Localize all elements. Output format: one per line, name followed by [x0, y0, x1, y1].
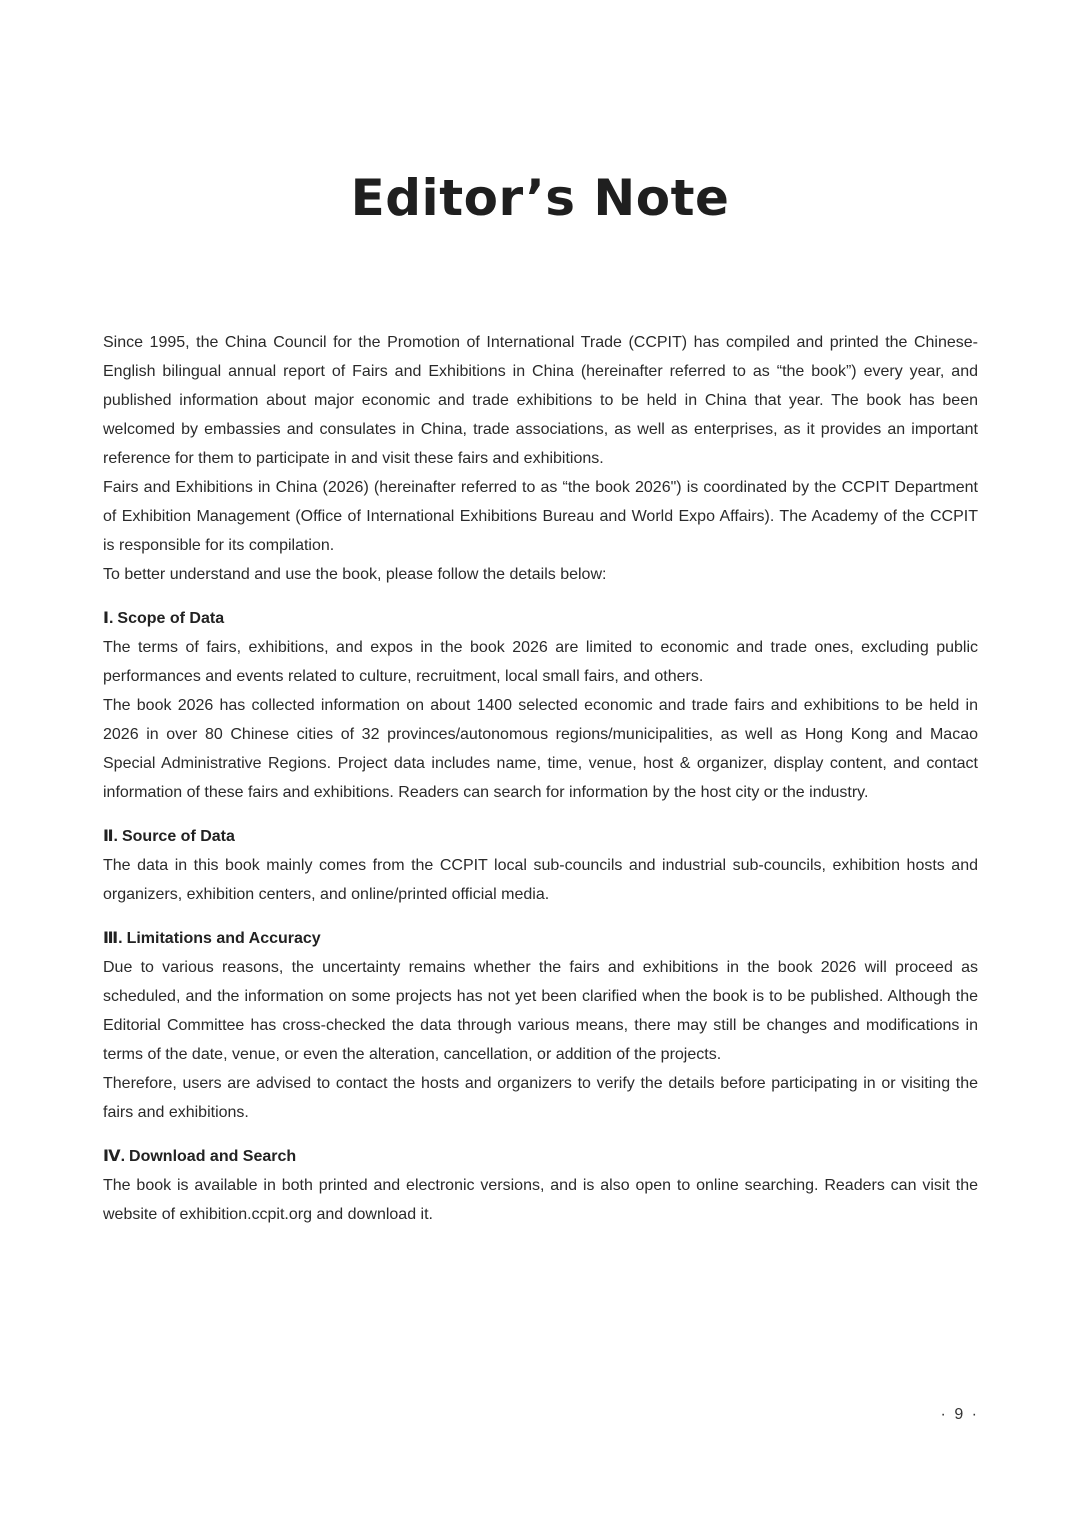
- section-title: Scope of Data: [117, 610, 225, 627]
- page-title: Editor’s Note: [350, 169, 730, 227]
- section-heading: [103, 1142, 978, 1171]
- section-title: Limitations and Accuracy: [126, 930, 321, 947]
- section-paragraph: The book is available in both printed and electronic versions, and is also open to online searching. Readers can visit the website of exhibition.ccpit.org and download it.: [103, 1177, 978, 1223]
- page-body: [103, 328, 978, 1229]
- section-title: Download and Search: [129, 1148, 297, 1165]
- section-download-and-search: [103, 1142, 978, 1229]
- intro-paragraph: Since 1995, the China Council for the Promotion of International Trade (CCPIT) has compiled and printed the Chinese-English bilingual annual report of Fairs and Exhibitions in China (hereinafter referred to as “the book”) every year, and published information about major economic and trade exhibitions to be held in China that year. The book has been welcomed by embassies and consulates in China, trade associations, as well as enterprises, as it provides an important reference for them to participate in and visit these fairs and exhibitions.: [103, 334, 978, 467]
- page-number: · 9 ·: [940, 1406, 979, 1423]
- section-numeral: Ⅰ.: [103, 610, 114, 627]
- section-numeral: Ⅲ.: [103, 930, 123, 947]
- section-heading: [103, 822, 978, 851]
- section-title: Source of Data: [121, 828, 235, 845]
- intro-paragraph: To better understand and use the book, please follow the details below:: [103, 566, 607, 583]
- section-numeral: Ⅳ.: [103, 1148, 126, 1165]
- section-scope-of-data: [103, 604, 978, 807]
- section-limitations-and-accuracy: [103, 924, 978, 1127]
- section-paragraph: Therefore, users are advised to contact the hosts and organizers to verify the details before participating in or visiting the fairs and exhibitions.: [103, 1075, 978, 1121]
- section-paragraph: The book 2026 has collected information on about 1400 selected economic and trade fairs and exhibitions to be held in 2026 in over 80 Chinese cities of 32 provinces/autonomous regions/municipalities, as well as Hong Kong and Macao Special Administrative Regions. Project data includes name, time, venue, host & organizer, display content, and contact information of these fairs and exhibitions. Readers can search for information by the host city or the industry.: [103, 697, 978, 801]
- section-paragraph: Due to various reasons, the uncertainty remains whether the fairs and exhibitions in the book 2026 will proceed as scheduled, and the information on some projects has not yet been clarified when the book is to be published. Although the Editorial Committee has cross-checked the data through various means, there may still be changes and modifications in terms of the date, venue, or even the alteration, cancellation, or addition of the projects.: [103, 959, 978, 1063]
- section-heading: [103, 604, 978, 633]
- section-source-of-data: [103, 822, 978, 909]
- section-paragraph: The data in this book mainly comes from the CCPIT local sub-councils and industrial sub-councils, exhibition hosts and organizers, exhibition centers, and online/printed official media.: [103, 857, 978, 903]
- intro-block: [103, 328, 978, 589]
- section-paragraph: The terms of fairs, exhibitions, and expos in the book 2026 are limited to economic and trade ones, excluding public performances and events related to culture, recruitment, local small fairs, and others.: [103, 639, 978, 685]
- section-heading: [103, 924, 978, 953]
- intro-paragraph: Fairs and Exhibitions in China (2026) (hereinafter referred to as “the book 2026") is coordinated by the CCPIT Department of Exhibition Management (Office of International Exhibitions Bureau and World Expo Affairs). The Academy of the CCPIT is responsible for its compilation.: [103, 479, 978, 554]
- section-numeral: Ⅱ.: [103, 828, 118, 845]
